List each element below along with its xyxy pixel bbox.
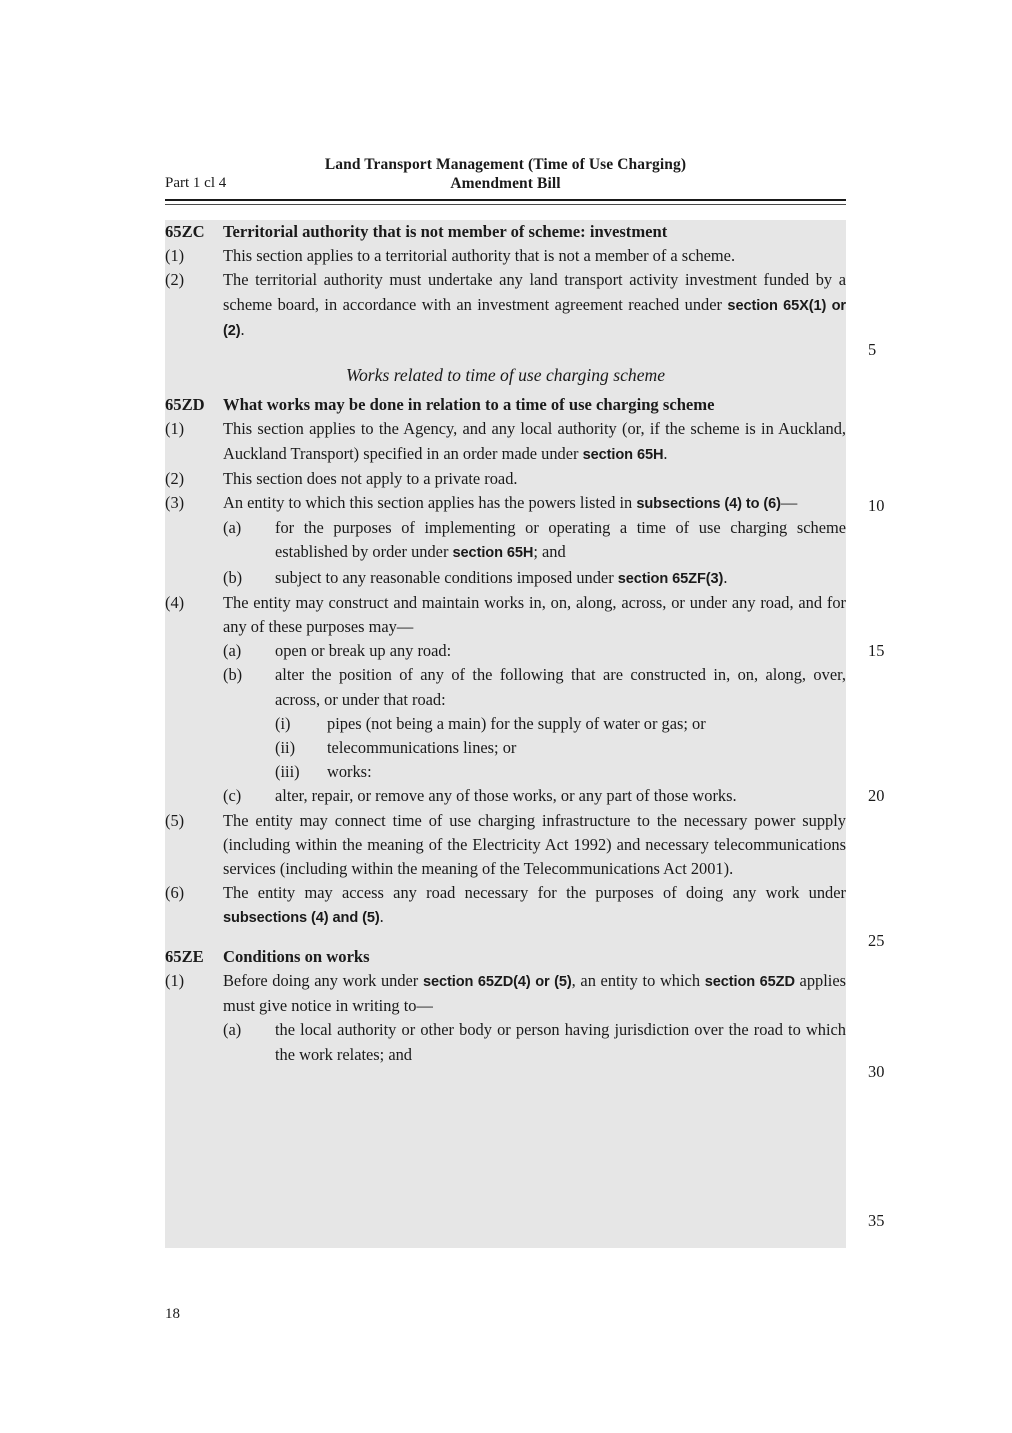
subsection-marker: (5) xyxy=(165,810,185,830)
paragraph-text xyxy=(275,1018,846,1066)
section-heading-text: Conditions on works xyxy=(223,946,370,966)
bill-title-line-1: Land Transport Management (Time of Use Charging) xyxy=(324,156,687,173)
subsection xyxy=(165,491,846,516)
text-run: The entity may construct and maintain works in, on, along, across, or under any road, and for any of these purposes may— xyxy=(223,592,846,637)
section-number: 65ZE xyxy=(165,946,204,966)
text-run: telecommunications lines; or xyxy=(327,738,517,758)
subsection-marker: (2) xyxy=(165,270,185,290)
subparagraph-item xyxy=(275,736,846,760)
legislative-reference: section 65H xyxy=(452,545,534,562)
subsection xyxy=(165,467,846,491)
legislative-reference: section 65H xyxy=(582,446,664,463)
subsection-text xyxy=(223,591,846,639)
subsection-marker: (3) xyxy=(165,493,185,513)
text-run: alter the position of any of the following that are constructed in, on, along, over, across, or under that road: xyxy=(275,665,846,709)
subsection-marker: (6) xyxy=(165,883,185,903)
text-run: The entity may connect time of use charging infrastructure to the necessary power supply (including within the meaning of the Electricity Act 1992) and necessary telecommunications services (including within the meaning of the Telecommunications Act 2001). xyxy=(223,810,846,879)
text-run: works: xyxy=(327,762,372,782)
legislative-reference: section 65ZD(4) or (5) xyxy=(422,973,572,990)
header-divider xyxy=(165,199,846,205)
paragraph-marker: (b) xyxy=(223,567,243,587)
subsection-marker: (2) xyxy=(165,468,185,488)
text-run: . xyxy=(723,567,728,587)
text-run: applies must give notice in writing to— xyxy=(223,970,846,1016)
subsection-text xyxy=(223,467,846,491)
subsection-text xyxy=(223,969,846,1018)
paragraph-marker: (a) xyxy=(223,1020,242,1040)
subsection-text xyxy=(223,244,846,268)
text-run: This section does not apply to a private road. xyxy=(223,468,518,488)
bill-title xyxy=(165,155,846,193)
paragraph-text xyxy=(275,639,846,663)
running-header xyxy=(165,155,846,195)
subparagraph-text xyxy=(327,712,846,736)
text-run: , an entity to which xyxy=(571,970,705,990)
line-number: 10 xyxy=(868,496,885,515)
subparagraph-item xyxy=(275,760,846,784)
section-number: 65ZD xyxy=(165,395,205,415)
text-run: ; and xyxy=(533,542,566,562)
section-heading-text: What works may be done in relation to a time of use charging scheme xyxy=(223,395,715,415)
subparagraph-marker: (i) xyxy=(275,713,291,733)
paragraph-item xyxy=(223,639,846,663)
section-heading xyxy=(165,945,846,969)
text-run: The territorial authority must undertake any land transport activity investment funded by a scheme board, in accordance with an investment agreement reached under xyxy=(223,270,846,314)
vertical-spacer xyxy=(165,343,846,357)
subsection-marker: (1) xyxy=(165,246,185,266)
text-run: . xyxy=(240,319,245,339)
subsection-text xyxy=(223,881,846,930)
line-number: 20 xyxy=(868,786,885,805)
subsection xyxy=(165,969,846,1018)
subparagraph-item xyxy=(275,712,846,736)
page-number: 18 xyxy=(165,1306,180,1322)
vertical-spacer xyxy=(165,931,846,945)
paragraph-item xyxy=(223,516,846,565)
text-run: This section applies to the Agency, and any local authority (or, if the scheme is in Auckland, Auckland Transport) specified in an order made under xyxy=(223,419,846,463)
text-run: — xyxy=(780,493,798,513)
subsection-marker: (1) xyxy=(165,419,185,439)
text-run: This section applies to a territorial authority that is not a member of a scheme. xyxy=(223,246,736,266)
text-run: The entity may access any road necessary for the purposes of doing any work under xyxy=(223,883,846,903)
paragraph-item xyxy=(223,566,846,591)
subsection xyxy=(165,244,846,268)
text-run: open or break up any road: xyxy=(275,641,452,661)
crosshead-heading: Works related to time of use charging scheme xyxy=(345,365,666,386)
text-run: pipes (not being a main) for the supply of water or gas; or xyxy=(327,713,706,733)
section-heading-text: Territorial authority that is not member of scheme: investment xyxy=(223,222,668,241)
paragraph-text xyxy=(275,566,846,591)
subsection xyxy=(165,268,846,343)
text-run: alter, repair, or remove any of those works, or any part of those works. xyxy=(275,786,737,806)
subsection xyxy=(165,881,846,930)
text-run: subject to any reasonable conditions imposed under xyxy=(275,567,618,587)
subsection-marker: (4) xyxy=(165,592,185,612)
legislative-reference: subsections (4) to (6) xyxy=(636,496,781,513)
paragraph-text xyxy=(275,516,846,565)
legislative-reference: section 65ZD xyxy=(704,973,795,990)
subsection xyxy=(165,809,846,882)
paragraph-marker: (b) xyxy=(223,665,243,685)
text-run: the local authority or other body or person having jurisdiction over the road to which the work relates; and xyxy=(275,1020,846,1064)
subsection-marker: (1) xyxy=(165,970,185,990)
subsection-text xyxy=(223,417,846,466)
legislative-reference: section 65X(1) or (2) xyxy=(223,297,846,339)
subparagraph-text xyxy=(327,736,846,760)
text-run: An entity to which this section applies has the powers listed in xyxy=(223,493,637,513)
paragraph-item xyxy=(223,663,846,711)
subsection-text xyxy=(223,809,846,882)
paragraph-marker: (c) xyxy=(223,786,242,806)
subparagraph-marker: (ii) xyxy=(275,738,296,758)
subsection xyxy=(165,591,846,639)
line-number: 5 xyxy=(868,340,877,359)
subsection-text xyxy=(223,491,846,516)
part-reference: Part 1 cl 4 xyxy=(165,175,227,191)
section-heading xyxy=(165,393,846,417)
subparagraph-text xyxy=(327,760,846,784)
section-number: 65ZC xyxy=(165,222,205,241)
legislative-reference: subsections (4) and (5) xyxy=(223,910,380,927)
line-number: 35 xyxy=(868,1211,885,1230)
text-run: for the purposes of implementing or operating a time of use charging scheme established by order under xyxy=(275,518,846,562)
paragraph-marker: (a) xyxy=(223,518,242,538)
paragraph-marker: (a) xyxy=(223,641,242,661)
line-number: 15 xyxy=(868,641,885,660)
line-number: 30 xyxy=(868,1062,885,1081)
subsection-text xyxy=(223,268,846,343)
legislative-text-body xyxy=(165,220,846,1067)
line-number: 25 xyxy=(868,931,885,950)
subsection xyxy=(165,417,846,466)
text-run: Before doing any work under xyxy=(223,970,423,990)
paragraph-text xyxy=(275,663,846,711)
legislative-reference: section 65ZF(3) xyxy=(617,570,724,587)
text-run: . xyxy=(663,443,668,463)
text-run: . xyxy=(379,907,384,927)
paragraph-text xyxy=(275,784,846,808)
paragraph-item xyxy=(223,1018,846,1066)
section-heading xyxy=(165,220,846,244)
bill-title-line-2: Amendment Bill xyxy=(450,175,561,192)
subparagraph-marker: (iii) xyxy=(275,762,300,782)
paragraph-item xyxy=(223,784,846,808)
